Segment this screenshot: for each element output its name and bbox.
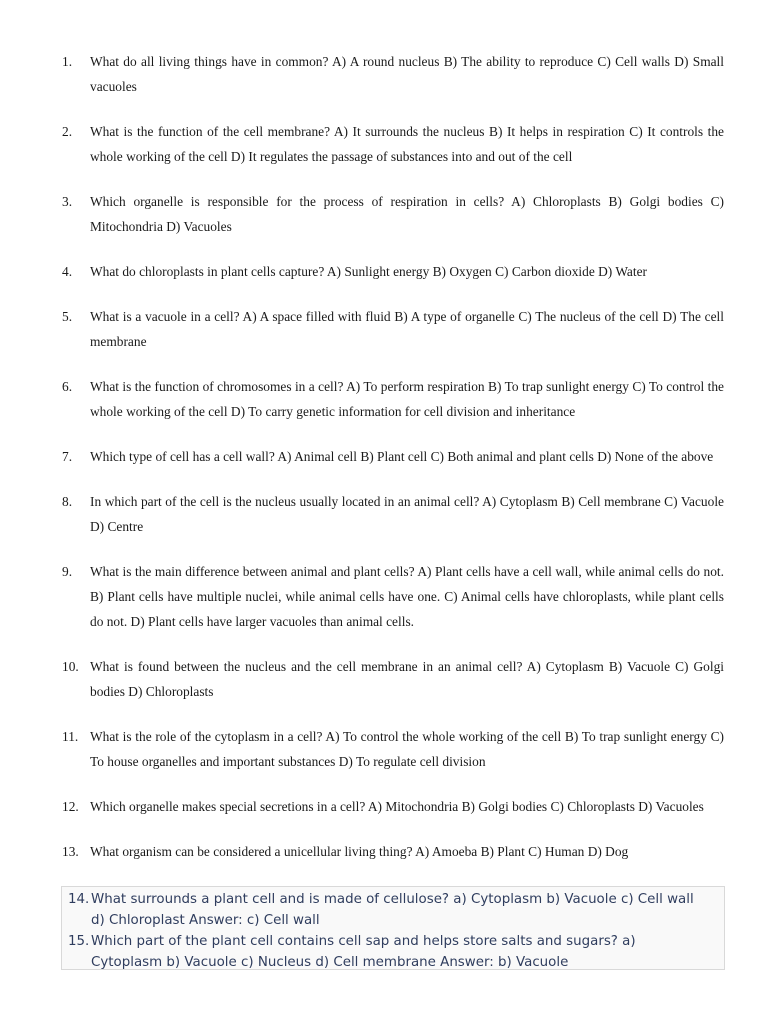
question-number: 1.	[62, 54, 73, 69]
question-item	[62, 489, 724, 539]
question-item	[62, 654, 724, 704]
question-number: 10.	[62, 659, 79, 674]
question-text: What is found between the nucleus and the cell membrane in an animal cell? A) Cytoplasm B) Vacuole C) Golgi bodies D) Chloroplasts	[90, 659, 724, 699]
question-list	[62, 49, 724, 884]
question-item	[62, 49, 724, 99]
question-number: 9.	[62, 564, 73, 579]
question-text: What is the role of the cytoplasm in a cell? A) To control the whole working of the cell B) To trap sunlight energy C) To house organelles and important substances D) To regulate cell division	[90, 729, 724, 769]
question-number: 13.	[62, 844, 79, 859]
question-item	[62, 724, 724, 774]
question-number: 3.	[62, 194, 73, 209]
question-item	[62, 794, 724, 819]
question-item	[62, 189, 724, 239]
question-number: 5.	[62, 309, 73, 324]
question-item	[62, 839, 724, 864]
question-number: 14.	[68, 892, 90, 907]
question-text: Which organelle is responsible for the process of respiration in cells? A) Chloroplasts B) Golgi bodies C) Mitochondria D) Vacuoles	[90, 194, 724, 234]
question-number: 12.	[62, 799, 79, 814]
question-text: Which organelle makes special secretions in a cell? A) Mitochondria B) Golgi bodies C) Chloroplasts D) Vacuoles	[90, 799, 704, 814]
question-text: What do chloroplasts in plant cells capture? A) Sunlight energy B) Oxygen C) Carbon dioxide D) Water	[90, 264, 647, 279]
answered-question-item	[68, 931, 710, 973]
question-number: 15.	[68, 934, 90, 949]
question-item	[62, 259, 724, 284]
question-text: What is the function of chromosomes in a cell? A) To perform respiration B) To trap sunlight energy C) To control the whole working of the cell D) To carry genetic information for cell division and inheritance	[90, 379, 724, 419]
question-item	[62, 444, 724, 469]
question-text: What is a vacuole in a cell? A) A space filled with fluid B) A type of organelle C) The nucleus of the cell D) The cell membrane	[90, 309, 724, 349]
question-text: What organism can be considered a unicellular living thing? A) Amoeba B) Plant C) Human D) Dog	[90, 844, 629, 859]
question-text: In which part of the cell is the nucleus usually located in an animal cell? A) Cytoplasm B) Cell membrane C) Vacuole D) Centre	[90, 494, 724, 534]
question-number: 4.	[62, 264, 73, 279]
question-number: 6.	[62, 379, 73, 394]
question-item	[62, 304, 724, 354]
question-text: What is the function of the cell membrane? A) It surrounds the nucleus B) It helps in respiration C) It controls the whole working of the cell D) It regulates the passage of substances into and out of the cell	[90, 124, 724, 164]
question-item	[62, 559, 724, 634]
question-text: What surrounds a plant cell and is made of cellulose? a) Cytoplasm b) Vacuole c) Cell wall d) Chloroplast Answer: c) Cell wall	[91, 892, 694, 928]
question-number: 7.	[62, 449, 73, 464]
answered-question-item	[68, 889, 710, 931]
question-text: What is the main difference between animal and plant cells? A) Plant cells have a cell wall, while animal cells do not. B) Plant cells have multiple nuclei, while animal cells have one. C) Animal cells have chloroplasts, while plant cells do not. D) Plant cells have larger vacuoles than animal cells.	[90, 564, 724, 629]
question-item	[62, 119, 724, 169]
answered-question-box	[61, 886, 725, 970]
question-text: Which part of the plant cell contains cell sap and helps store salts and sugars? a) Cytoplasm b) Vacuole c) Nucleus d) Cell membrane Answer: b) Vacuole	[91, 934, 636, 970]
question-text: Which type of cell has a cell wall? A) Animal cell B) Plant cell C) Both animal and plant cells D) None of the above	[90, 449, 714, 464]
question-number: 2.	[62, 124, 73, 139]
question-text: What do all living things have in common? A) A round nucleus B) The ability to reproduce C) Cell walls D) Small vacuoles	[90, 54, 724, 94]
question-number: 8.	[62, 494, 73, 509]
question-number: 11.	[62, 729, 79, 744]
question-item	[62, 374, 724, 424]
